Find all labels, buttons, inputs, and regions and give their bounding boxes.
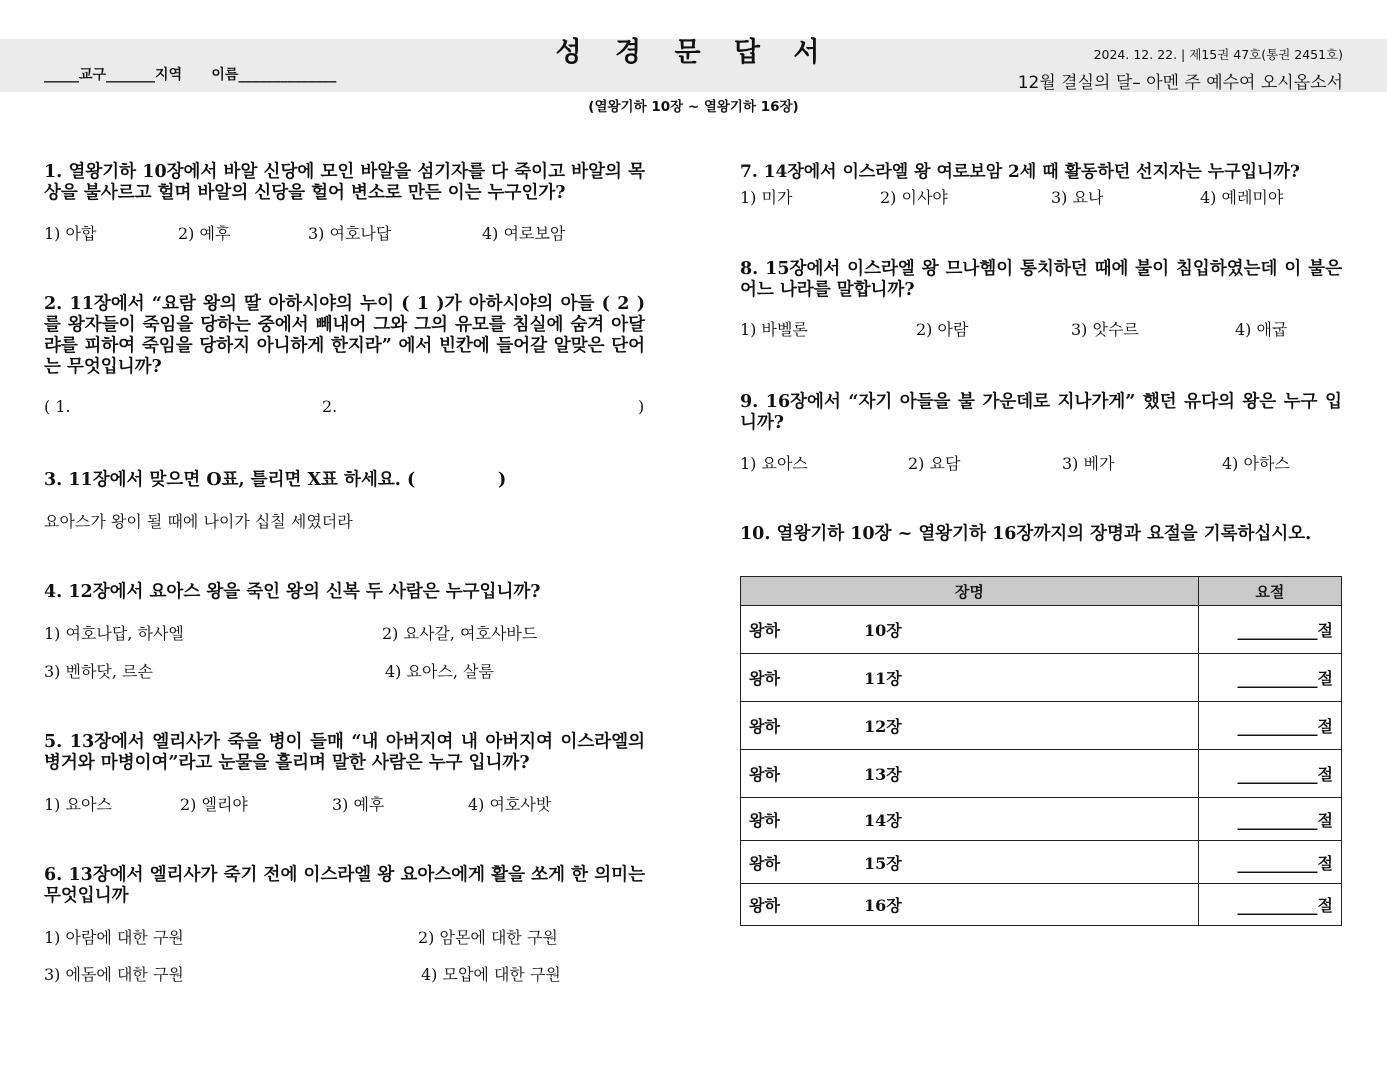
table-row — [741, 841, 1342, 884]
book-name: 왕하 — [749, 717, 780, 736]
chapter-number: 12장 — [864, 717, 902, 736]
chapter-cell — [741, 841, 1199, 884]
q3-statement: 요아스가 왕이 될 때에 나이가 십칠 세였더라 — [44, 512, 353, 531]
chapter-number: 10장 — [864, 621, 902, 640]
question-1: 1. 열왕기하 10장에서 바알 신당에 모인 바알을 섬기자를 다 죽이고 바알의 목상을 불사르고 헐며 바알의 신당을 헐어 변소로 만든 이는 누구인가? — [44, 162, 645, 203]
q6-option-1[interactable]: 1) 아람에 대한 구원 — [44, 928, 184, 947]
q7-option-2[interactable]: 2) 이사야 — [880, 188, 948, 207]
verse-answer[interactable]: __________절 — [1198, 654, 1341, 702]
table-row — [741, 654, 1342, 702]
chapter-cell — [741, 606, 1199, 654]
q4-option-2[interactable]: 2) 요사갈, 여호사바드 — [382, 624, 538, 643]
q9-option-4[interactable]: 4) 아하스 — [1222, 454, 1290, 473]
book-name: 왕하 — [749, 621, 780, 640]
q6-option-4[interactable]: 4) 모압에 대한 구원 — [421, 965, 561, 984]
question-6: 6. 13장에서 엘리사가 죽기 전에 이스라엘 왕 요아스에게 활을 쏘게 한 의미는 무엇입니까 — [44, 865, 645, 906]
header-chapter-name: 장명 — [741, 577, 1199, 606]
q2-blank-1[interactable]: ( 1. — [44, 397, 71, 416]
chapter-number: 14장 — [864, 810, 902, 830]
q8-option-3[interactable]: 3) 앗수르 — [1071, 320, 1139, 339]
question-7: 7. 14장에서 이스라엘 왕 여로보암 2세 때 활동하던 선지자는 누구입니까? — [740, 162, 1300, 182]
table-row — [741, 798, 1342, 841]
book-name: 왕하 — [749, 853, 780, 873]
q1-option-3[interactable]: 3) 여호나답 — [308, 224, 392, 243]
q4-option-4[interactable]: 4) 요아스, 살룸 — [385, 662, 494, 681]
q5-option-2[interactable]: 2) 엘리야 — [180, 795, 248, 814]
question-8: 8. 15장에서 이스라엘 왕 므나헴이 통치하던 때에 불이 침입하였는데 이 불은 어느 나라를 말합니까? — [740, 259, 1342, 300]
table-row — [741, 702, 1342, 750]
q3-answer-close[interactable]: ) — [498, 470, 507, 490]
table-row — [741, 750, 1342, 798]
chapter-number: 15장 — [864, 853, 902, 873]
verse-answer[interactable]: __________절 — [1198, 884, 1341, 926]
q5-option-1[interactable]: 1) 요아스 — [44, 795, 112, 814]
q7-option-1[interactable]: 1) 미가 — [740, 188, 793, 207]
table-row — [741, 606, 1342, 654]
book-name: 왕하 — [749, 669, 780, 688]
book-name: 왕하 — [749, 810, 780, 830]
q2-blank-2[interactable]: 2. — [322, 397, 338, 416]
page-title: 성 경 문 답 서 — [555, 37, 832, 68]
q2-blank-close: ) — [638, 397, 645, 416]
q7-option-3[interactable]: 3) 요나 — [1051, 188, 1104, 207]
issue-info: 2024. 12. 22. | 제15권 47호(통권 2451호) — [1093, 47, 1343, 62]
q6-option-3[interactable]: 3) 에돔에 대한 구원 — [44, 965, 184, 984]
book-name: 왕하 — [749, 765, 780, 784]
name-district-field[interactable]: _____교구_______지역 이름______________ — [44, 67, 337, 83]
chapter-range: (열왕기하 10장 ~ 열왕기하 16장) — [588, 99, 799, 115]
header-key-verse: 요절 — [1198, 577, 1341, 606]
q5-option-3[interactable]: 3) 예후 — [332, 795, 385, 814]
chapter-number: 11장 — [864, 669, 902, 688]
q9-option-1[interactable]: 1) 요아스 — [740, 454, 808, 473]
q8-option-1[interactable]: 1) 바벨론 — [740, 320, 808, 339]
question-3: 3. 11장에서 맞으면 O표, 틀리면 X표 하세요. ( — [44, 470, 416, 490]
verse-table-header — [741, 577, 1342, 606]
q5-option-4[interactable]: 4) 여호사밧 — [468, 795, 552, 814]
q4-option-1[interactable]: 1) 여호나답, 하사엘 — [44, 624, 184, 643]
verse-answer[interactable]: __________절 — [1198, 702, 1341, 750]
q9-option-3[interactable]: 3) 베가 — [1062, 454, 1115, 473]
verse-answer[interactable]: __________절 — [1198, 606, 1341, 654]
q8-option-4[interactable]: 4) 애굽 — [1235, 320, 1288, 339]
verse-answer[interactable]: __________절 — [1198, 750, 1341, 798]
q1-option-1[interactable]: 1) 아합 — [44, 224, 97, 243]
q1-option-2[interactable]: 2) 예후 — [178, 224, 231, 243]
chapter-cell — [741, 654, 1199, 702]
chapter-cell — [741, 884, 1199, 926]
q9-option-2[interactable]: 2) 요담 — [908, 454, 961, 473]
question-5: 5. 13장에서 엘리사가 죽을 병이 들매 “내 아버지여 내 아버지여 이스라엘의 병거와 마병이여”라고 눈물을 흘리며 말한 사람은 누구 입니까? — [44, 732, 645, 773]
q4-option-3[interactable]: 3) 벤하닷, 르손 — [44, 662, 153, 681]
q8-option-2[interactable]: 2) 아람 — [916, 320, 969, 339]
table-row — [741, 884, 1342, 926]
verse-answer[interactable]: __________절 — [1198, 798, 1341, 841]
question-10: 10. 열왕기하 10장 ~ 열왕기하 16장까지의 장명과 요절을 기록하십시오. — [740, 524, 1312, 544]
question-4: 4. 12장에서 요아스 왕을 죽인 왕의 신복 두 사람은 누구입니까? — [44, 582, 541, 602]
chapter-cell — [741, 702, 1199, 750]
question-2: 2. 11장에서 “요람 왕의 딸 아하시야의 누이 ( 1 )가 아하시야의 아들 ( 2 )를 왕자들이 죽임을 당하는 중에서 빼내어 그와 그의 유모를 침실에 숨겨 아달랴를 피하여 죽임을 당하지 아니하게 한지라” 에서 빈칸에 들어갈 알맞은 단어는 무엇입니까? — [44, 294, 645, 377]
q6-option-2[interactable]: 2) 암몬에 대한 구원 — [418, 928, 558, 947]
chapter-number: 16장 — [864, 896, 902, 915]
q1-option-4[interactable]: 4) 여로보암 — [482, 224, 566, 243]
chapter-cell — [741, 750, 1199, 798]
verse-table — [740, 576, 1342, 926]
chapter-cell — [741, 798, 1199, 841]
chapter-number: 13장 — [864, 765, 902, 784]
question-9: 9. 16장에서 “자기 아들을 불 가운데로 지나가게” 했던 유다의 왕은 누구 입니까? — [740, 392, 1342, 433]
book-name: 왕하 — [749, 896, 780, 915]
monthly-theme: 12월 결실의 달– 아멘 주 예수여 오시옵소서 — [1017, 73, 1343, 93]
verse-answer[interactable]: __________절 — [1198, 841, 1341, 884]
q7-option-4[interactable]: 4) 예레미야 — [1200, 188, 1284, 207]
